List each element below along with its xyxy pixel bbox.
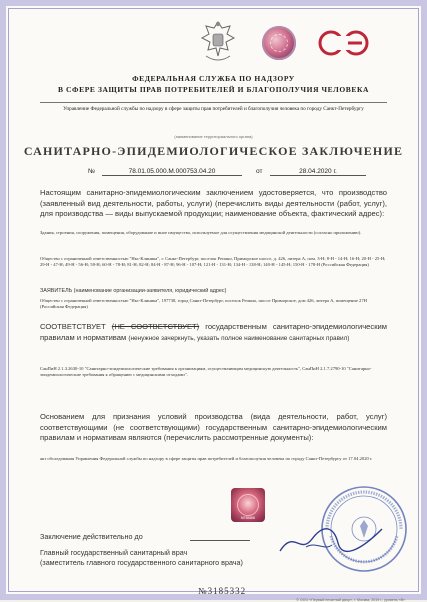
hologram-sticker-icon: [231, 488, 265, 522]
agency-line-2: В СФЕРЕ ЗАЩИТЫ ПРАВ ПОТРЕБИТЕЛЕЙ И БЛАГОПОЛУЧИЯ ЧЕЛОВЕКА: [57, 84, 370, 94]
header-divider: [40, 102, 387, 103]
applicant-address-2: Общество с ограниченной ответственностью "Нкс-Клиника", 197738, город Санкт-Петербург, поселок Репино, шоссе Приморское, дом 426, литера А, помещение 27Н (Российская Федерация): [40, 298, 367, 310]
signatory-title: [40, 548, 243, 568]
document-date: 28.04.2020 г.: [270, 168, 366, 176]
coat-of-arms-icon: [196, 18, 240, 66]
hologram-seal-icon: [262, 26, 296, 60]
number-label: №: [88, 168, 95, 175]
validity-label: Заключение действительно до: [40, 532, 143, 541]
conformity-rest: государственным санитарно-эпидемиологическим правилам и нормативам: [40, 322, 387, 342]
conformity-struck: (НЕ СООТВЕТСТВУЕТ): [111, 322, 200, 331]
signatory-line-1: Главный государственный санитарный врач: [40, 548, 188, 557]
intro-paragraph: Настоящим санитарно-эпидемиологическим заключением удостоверяется, что производство (заявленный вид деятельности, работы, услуги) (перечислить виды деятельности (работ, услуг), для производства — виды выпускаемой продукции; наименование объекта, фактический адрес):: [40, 188, 387, 218]
applicant-address-1: Общество с ограниченной ответственностью "Нкс-Клиника", г. Санкт-Петербург, поселок Репино, Приморское шоссе, д. 426, литера А, пом. 3-Н; 8-Н - 14-Н; 16-Н; 20-Н - 25-Н; 29-Н - 47-Н; 49-Н - 56-Н; 58-Н; 60-Н - 78-Н; 81-Н; 82-Н; 84-Н - 87-Н; 96-Н - 107-Н; 121-Н - 131-Н; 134-Н - 138-Н; 140-Н - 145-Н; 150-Н - 178-Н (Российская Федерация): [40, 256, 386, 268]
se-logo-icon: [318, 30, 374, 56]
conformity-prefix: СООТВЕТСТВУЕТ: [40, 322, 106, 331]
basis-paragraph: Основанием для признания условий производства (вида деятельности, работ, услуг) соответствующими (не соответствующими) государственным санитарно-эпидемиологическим правилам и нормативам являются (перечислить рассмотренные документы):: [40, 412, 387, 442]
document-title: САНИТАРНО-ЭПИДЕМИОЛОГИЧЕСКОЕ ЗАКЛЮЧЕНИЕ: [23, 144, 404, 158]
date-label: от: [256, 168, 263, 175]
agency-name: [18, 74, 409, 95]
sanpin-list: СанПиН 2.1.3.2630-10 "Санитарно-эпидемиологические требования к организациям, осуществляющим медицинскую деятельность", СанПиН 2.1.7.2790-10 "Санитарно-эпидемиологические требования к обращению с медицинскими отходами".: [40, 366, 372, 378]
document-number: 78.01.05.000.М.000753.04.20: [102, 168, 242, 176]
issuer-caption: (наименование территориального органа): [174, 134, 253, 139]
printer-imprint: © ООО «Первый печатный двор», г. Москва, 2019 г., уровень «В»: [296, 598, 405, 602]
hologram-tag: МГВ68Ж: [240, 516, 256, 520]
validity-date-line: [190, 540, 250, 541]
signatory-line-2: (заместитель главного государственного санитарного врача): [40, 558, 243, 567]
basis-document: акт обследования Управления Федеральной службы по надзору в сфере защиты прав потребителей и благополучия человека по городу Санкт-Петербургу от 17.04.2020 г.: [40, 456, 373, 461]
department-name: Управление Федеральной службы по надзору в сфере защиты прав потребителей и благополучия человека по городу Санкт-Петербургу: [63, 106, 364, 112]
document-number-row: [88, 168, 339, 180]
applicant-caption: ЗАЯВИТЕЛЬ (наименование организации-заявителя, юридический адрес): [40, 288, 227, 294]
conformity-statement: [40, 322, 387, 344]
object-description: Здания, строения, сооружения, помещения, оборудование и иное имущество, используемое для осуществления медицинской деятельности (согласно приложению).: [40, 230, 362, 235]
signature-icon: [276, 521, 386, 561]
serial-number: №3185332: [198, 586, 247, 596]
agency-line-1: ФЕДЕРАЛЬНАЯ СЛУЖБА ПО НАДЗОРУ: [132, 74, 295, 83]
conformity-note: (ненужное зачеркнуть, указать полное наименование санитарных правил): [128, 334, 350, 342]
